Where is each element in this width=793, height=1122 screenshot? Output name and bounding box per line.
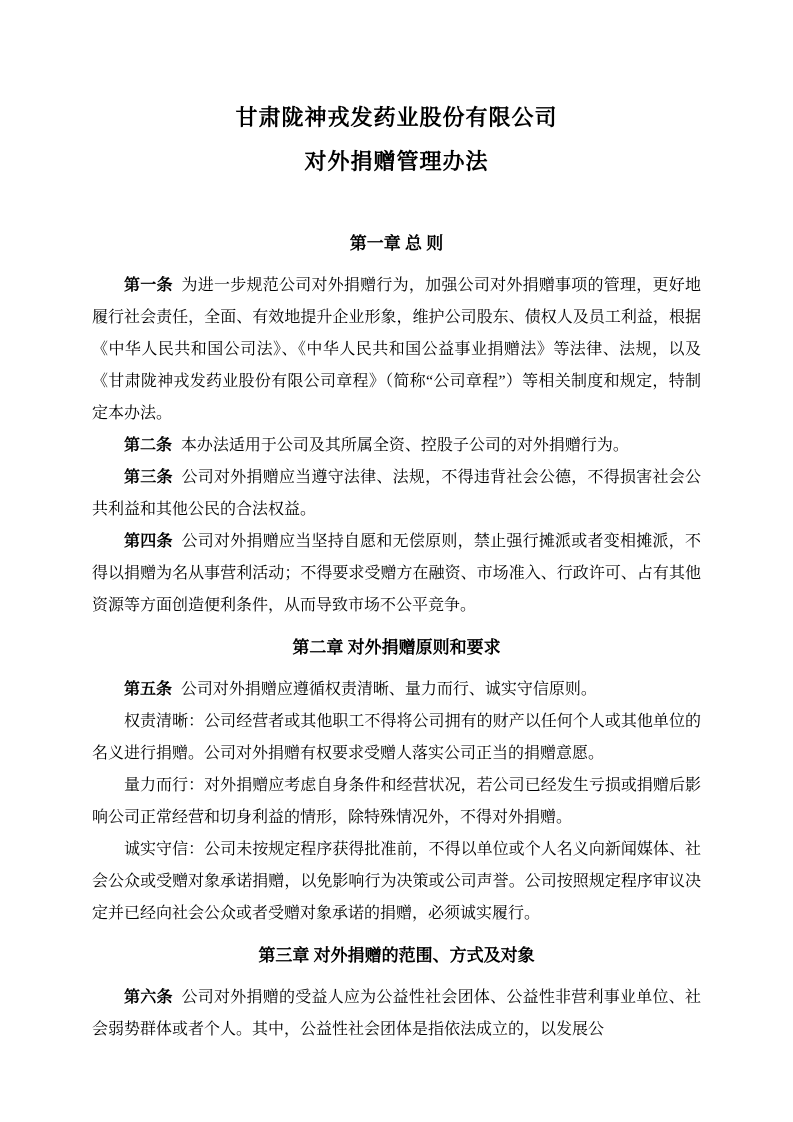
article-2-label: 第二条 [124,437,173,454]
document-title-block [92,96,701,184]
article-1-text: 为进一步规范公司对外捐赠行为，加强公司对外捐赠事项的管理，更好地履行社会责任，全面、有效地提升企业形象，维护公司股东、债权人及员工利益，根据《中华人民共和国公司法》、《中华人民共和国公益事业捐赠法》等法律、法规，以及《甘肃陇神戎发药业股份有限公司章程》（简称“公司章程”）等相关制度和规定，特制定本办法。 [92,277,701,422]
article-6-text: 公司对外捐赠的受益人应为公益性社会团体、公益性非营利事业单位、社会弱势群体或者个人。其中，公益性社会团体是指依法成立的，以发展公 [92,989,701,1038]
article-3-label: 第三条 [124,469,173,486]
article-1-label: 第一条 [124,277,173,294]
article-5-text: 公司对外捐赠应遵循权责清晰、量力而行、诚实守信原则。 [180,681,597,698]
document-subtitle: 对外捐赠管理办法 [304,149,489,174]
article-5-label: 第五条 [124,681,173,698]
paragraph-principle-honesty [92,834,701,930]
chapter-1-heading: 第一章 总 则 [349,234,444,253]
paragraph-article-5 [92,674,701,706]
paragraph-article-1 [92,270,701,430]
paragraph-principle-capacity [92,770,701,834]
principle-honesty-text: 诚实守信：公司未按规定程序获得批准前，不得以单位或个人名义向新闻媒体、社会公众或受赠对象承诺捐赠，以免影响行为决策或公司声誉。公司按照规定程序审议决定并已经向社会公众或者受赠对象承诺的捐赠，必须诚实履行。 [92,841,701,922]
principle-responsibility-text: 权责清晰：公司经营者或其他职工不得将公司拥有的财产以任何个人或其他单位的名义进行捐赠。公司对外捐赠有权要求受赠人落实公司正当的捐赠意愿。 [92,713,701,762]
company-name-title: 甘肃陇神戎发药业股份有限公司 [235,105,558,130]
article-2-text: 本办法适用于公司及其所属全资、控股子公司的对外捐赠行为。 [180,437,629,454]
paragraph-article-2 [92,430,701,462]
paragraph-article-6 [92,982,701,1046]
paragraph-principle-responsibility [92,706,701,770]
chapter-3-heading: 第三章 对外捐赠的范围、方式及对象 [258,946,535,965]
principle-capacity-text: 量力而行：对外捐赠应考虑自身条件和经营状况，若公司已经发生亏损或捐赠后影响公司正常经营和切身利益的情形，除特殊情况外，不得对外捐赠。 [92,777,701,826]
article-4-text: 公司对外捐赠应当坚持自愿和无偿原则，禁止强行摊派或者变相摊派，不得以捐赠为名从事营利活动；不得要求受赠方在融资、市场准入、行政许可、占有其他资源等方面创造便利条件，从而导致市场不公平竞争。 [92,533,701,614]
article-4-label: 第四条 [124,533,173,550]
article-3-text: 公司对外捐赠应当遵守法律、法规，不得违背社会公德，不得损害社会公共利益和其他公民的合法权益。 [92,469,701,518]
paragraph-article-3 [92,462,701,526]
article-6-label: 第六条 [124,989,173,1006]
paragraph-article-4 [92,526,701,622]
chapter-2-heading: 第二章 对外捐赠原则和要求 [292,638,501,657]
